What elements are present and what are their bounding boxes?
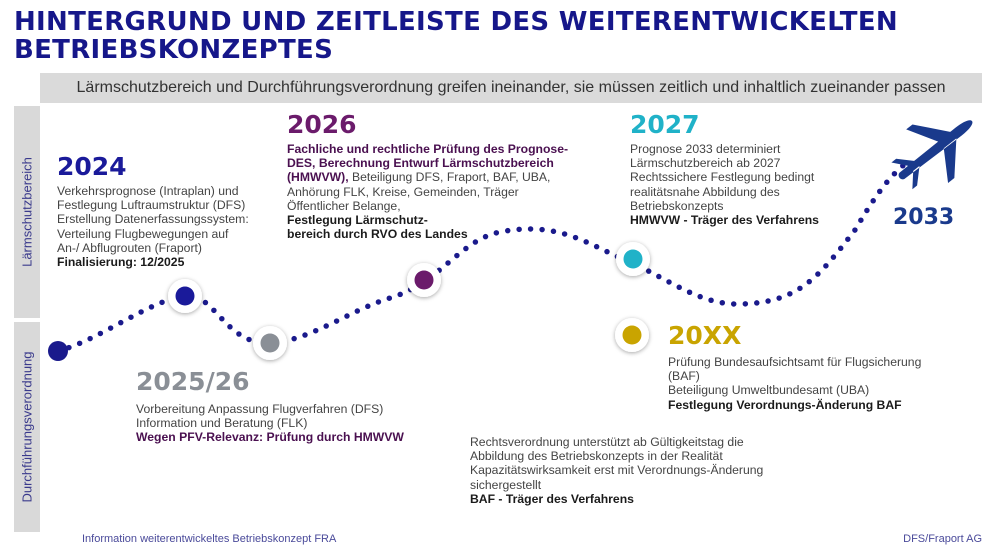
marker-2027 (616, 242, 650, 276)
text-2024-bold: Finalisierung: 12/2025 (57, 255, 185, 270)
text-2026 (287, 142, 587, 241)
text-2024-line: Verkehrsprognose (Intraplan) und (57, 184, 239, 198)
text-rechtsverordnung-note (470, 435, 790, 506)
text-2024-line: Verteilung Flugbewegungen auf (57, 226, 229, 241)
text-2024-line: Erstellung Datenerfassungssystem: (57, 212, 249, 227)
text-2027-line: realitätsnahe Abbildung des (630, 184, 780, 199)
text-2026-line: Öffentlicher Belange, (287, 198, 401, 213)
marker-20xx (615, 318, 649, 352)
marker-2024 (168, 279, 202, 313)
text-2027-line: Rechtssichere Festlegung bedingt (630, 170, 815, 185)
year-20xx: 20XX (668, 321, 742, 350)
note-line: Abbildung des Betriebskonzepts in der Realität (470, 449, 723, 464)
footer-right: DFS/Fraport AG (903, 533, 982, 545)
marker-2025-26 (253, 326, 287, 360)
note-line: Rechtsverordnung unterstützt ab Gültigkeitstag die (470, 435, 744, 449)
year-2026: 2026 (287, 110, 357, 139)
year-2027: 2027 (630, 110, 700, 139)
text-2026-line: Anhörung FLK, Kreise, Gemeinden, Träger (287, 184, 519, 199)
page-title: HINTERGRUND UND ZEITLEISTE DES WEITERENTWICKELTEN BETRIEBSKONZEPTES (14, 7, 898, 65)
sidebar-top-label: Lärmschutzbereich (19, 157, 35, 267)
year-2025-26: 2025/26 (136, 367, 250, 396)
text-2027-line: Lärmschutzbereich ab 2027 (630, 156, 781, 171)
subtitle-text: Lärmschutzbereich und Durchführungsverordnung greifen ineinander, sie müssen zeitlich und inhaltlich zueinander passen (76, 79, 946, 96)
marker-2026 (407, 263, 441, 297)
text-2025-bold: Wegen PFV-Relevanz: Prüfung durch HMWVW (136, 430, 404, 445)
text-20xx-bold: Festlegung Verordnungs-Änderung BAF (668, 397, 902, 412)
text-2026-end-bold: Festlegung Lärmschutz- (287, 213, 428, 228)
text-2026-end-bold: bereich durch RVO des Landes (287, 227, 468, 242)
footer-left: Information weiterentwickeltes Betriebskonzept FRA (82, 533, 337, 545)
text-2025-26 (136, 402, 436, 445)
text-2026-bold-line: DES, Berechnung Entwurf Lärmschutzbereich (287, 156, 554, 171)
text-2027 (630, 142, 860, 227)
text-2026-bold-line: Fachliche und rechtliche Prüfung des Prognose- (287, 142, 569, 156)
start-dot (48, 341, 68, 361)
text-20xx-line: (BAF) (668, 369, 700, 384)
text-2026-mixed-rest: Beteiligung DFS, Fraport, BAF, UBA, (348, 170, 551, 185)
text-2024 (57, 184, 267, 269)
year-2024: 2024 (57, 152, 127, 181)
text-2027-line: Prognose 2033 determiniert (630, 142, 781, 156)
note-bold: BAF - Träger des Verfahrens (470, 491, 634, 506)
note-line: sichergestellt (470, 477, 542, 492)
year-2033: 2033 (893, 205, 955, 230)
text-2024-line: An-/ Abflugrouten (Fraport) (57, 240, 202, 255)
text-2024-line: Festlegung Luftraumstruktur (DFS) (57, 198, 246, 213)
text-2027-bold: HMWVW - Träger des Verfahrens (630, 213, 819, 228)
airplane-icon (879, 94, 993, 204)
note-line: Kapazitätswirksamkeit erst mit Verordnungs-Änderung (470, 463, 764, 478)
text-2026-mixed-bold: (HMWVW), (287, 170, 349, 185)
text-2025-line: Information und Beratung (FLK) (136, 416, 308, 431)
sidebar-bottom-label: Durchführungsverordnung (19, 351, 35, 503)
text-2025-line: Vorbereitung Anpassung Flugverfahren (DFS) (136, 402, 384, 416)
text-20xx (668, 355, 958, 412)
text-2027-line: Betriebskonzepts (630, 198, 724, 213)
text-20xx-line: Beteiligung Umweltbundesamt (UBA) (668, 383, 870, 398)
text-20xx-line: Prüfung Bundesaufsichtsamt für Flugsicherung (668, 355, 922, 369)
